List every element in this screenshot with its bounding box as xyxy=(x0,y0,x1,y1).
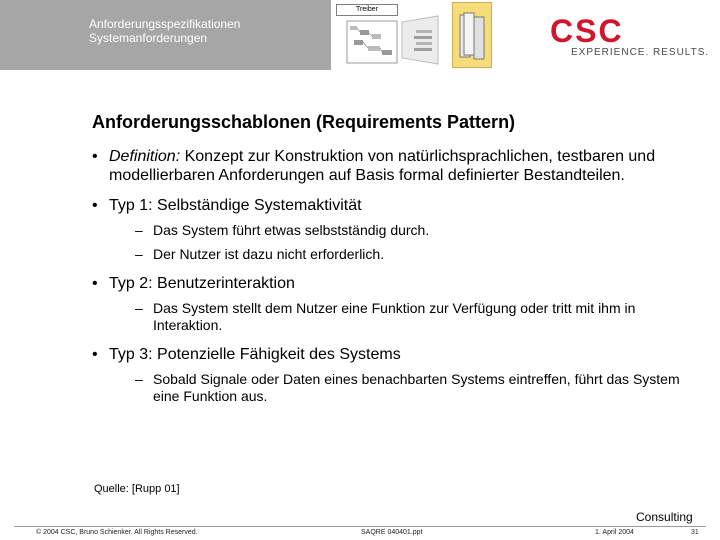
dash-symbol: – xyxy=(135,371,143,387)
sub-bullet xyxy=(109,222,692,239)
process-diagram-icon xyxy=(346,20,398,64)
bullet-type2 xyxy=(92,274,692,334)
dash-symbol: – xyxy=(135,222,143,238)
header-title-line1: Anforderungsspezifikationen xyxy=(89,17,241,31)
footer-divider xyxy=(14,526,706,527)
bullet-type3 xyxy=(92,345,692,405)
sub-bullet-text: Das System führt etwas selbstständig durch. xyxy=(153,222,430,238)
slide-title: Anforderungsschablonen (Requirements Pattern) xyxy=(92,112,516,132)
bullet-symbol: • xyxy=(92,346,98,363)
brand-tagline: EXPERIENCE. RESULTS. xyxy=(571,47,710,58)
footer-copyright: © 2004 CSC, Bruno Schienker. All Rights Reserved. xyxy=(36,529,198,536)
current-phase-highlight xyxy=(452,2,492,68)
sub-bullet-text: Der Nutzer ist dazu nicht erforderlich. xyxy=(153,246,385,262)
sub-bullet-text: Das System stellt dem Nutzer eine Funktion zur Verfügung oder tritt mit ihm in Interaktion. xyxy=(153,300,636,333)
source-citation: Quelle: [Rupp 01] xyxy=(94,483,180,495)
bullet-definition xyxy=(92,147,692,185)
header-title-line2: Systemanforderungen xyxy=(89,31,208,45)
header-band xyxy=(0,0,720,70)
header-title xyxy=(89,17,240,45)
definition-lead: Definition: xyxy=(109,148,181,165)
logo-lettering: CSC xyxy=(550,13,624,49)
dash-symbol: – xyxy=(135,246,143,262)
bullet-symbol: • xyxy=(92,197,98,214)
sub-bullet-text: Sobald Signale oder Daten eines benachbarten Systems eintreffen, führt das System eine Funktion aus. xyxy=(153,371,680,404)
bullet-list xyxy=(92,147,692,416)
sub-bullet xyxy=(109,300,692,334)
documents-icon xyxy=(453,3,491,67)
bullet-type1 xyxy=(92,196,692,263)
bullet-text: Typ 1: Selbständige Systemaktivität xyxy=(109,197,362,214)
sub-bullet xyxy=(109,246,692,263)
bullet-symbol: • xyxy=(92,275,98,292)
dash-symbol: – xyxy=(135,300,143,316)
layer-arrow-icon xyxy=(400,14,448,66)
bullet-text: Typ 2: Benutzerinteraktion xyxy=(109,275,295,292)
footer-filename: SAQRE 040401.ppt xyxy=(361,529,423,536)
bullet-text: Typ 3: Potenzielle Fähigkeit des Systems xyxy=(109,346,401,363)
phase-label: Treiber xyxy=(336,4,398,16)
division-label: Consulting xyxy=(636,510,693,524)
footer-page-number: 31 xyxy=(691,529,699,536)
bullet-symbol: • xyxy=(92,148,98,165)
definition-text: Konzept zur Konstruktion von natürlichsprachlichen, testbaren und modellierbaren Anforderungen auf Basis formal definierter Bestandteilen. xyxy=(109,148,656,184)
footer-date: 1. April 2004 xyxy=(595,529,634,536)
sub-bullet xyxy=(109,371,692,405)
